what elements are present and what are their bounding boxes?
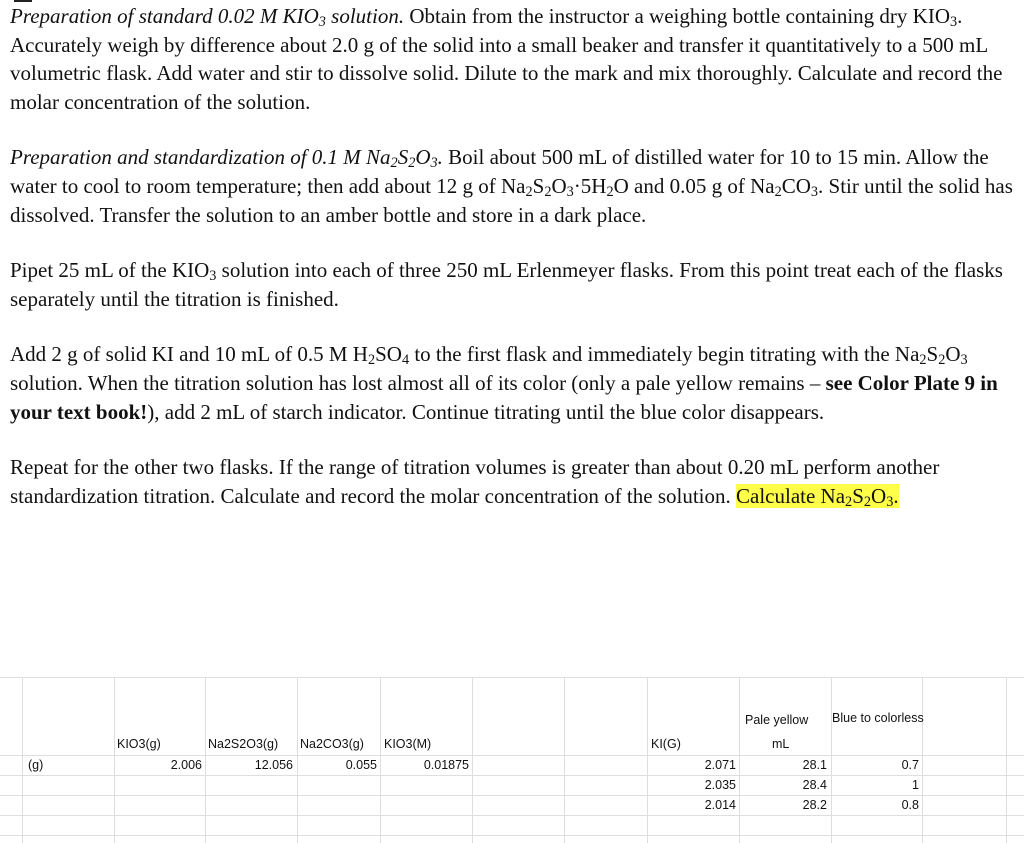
data-spreadsheet — [0, 677, 1024, 843]
header-blue-to-colorless[interactable]: Blue to colorless — [832, 711, 924, 725]
grid-line — [0, 795, 1024, 796]
grid-line — [0, 755, 1024, 756]
cell-ki-trial-3[interactable]: 2.014 — [704, 798, 736, 812]
paragraph-titration: Add 2 g of solid KI and 10 mL of 0.5 M $H_2SO_4$ to the first flask and immediately begin titrating with the $Na_2S_2O_3$ solution. When the titration solution has lost almost all of its color (only a pale yellow remains – see Color Plate 9 in your text book!), add 2 mL of starch indicator. Continue titrating until the blue color disappears. — [10, 342, 998, 424]
grid-line — [922, 677, 923, 843]
cell-pale-trial-1[interactable]: 28.1 — [802, 758, 827, 772]
grid-line — [0, 775, 1024, 776]
color-plate-note: see Color Plate 9 in your text book! — [10, 370, 998, 424]
header-kio3-g[interactable]: KIO3(g) — [117, 737, 161, 751]
cell-ki-trial-2[interactable]: 2.035 — [704, 778, 736, 792]
cell-pale-trial-3[interactable]: 28.2 — [802, 798, 827, 812]
highlighted-instruction: Calculate $Na_2S_2O_3$. — [736, 483, 899, 510]
row-label-g[interactable]: (g) — [28, 758, 44, 772]
cell-kio3-g[interactable]: 2.006 — [170, 758, 202, 772]
cell-ki-trial-1[interactable]: 2.071 — [704, 758, 736, 772]
grid-line — [0, 835, 1024, 836]
header-ki-g[interactable]: KI(G) — [651, 737, 681, 751]
paragraph-repeat: Repeat for the other two flasks. If the range of titration volumes is greater than about 0.20 mL perform another standardization titration. Calculate and record the molar concentration of the solution. Calculate $Na_2S_2O_3$. — [10, 455, 940, 510]
paragraph-kio3-preparation: Preparation of standard 0.02 M $KIO_3$ solution. Obtain from the instructor a weighing bottle containing dry $KIO_3$. Accurately weigh by difference about 2.0 g of the solid into a small beaker and transfer it quantitatively to a 500 mL volumetric flask. Add water and stir to dissolve solid. Dilute to the mark and mix thoroughly. Calculate and record the molar concentration of the solution. — [10, 4, 1003, 114]
paragraph-pipet: Pipet 25 mL of the $KIO_3$ solution into each of three 250 mL Erlenmeyer flasks. From this point treat each of the flasks separately until the titration is finished. — [10, 258, 1003, 311]
header-kio3-m[interactable]: KIO3(M) — [384, 737, 432, 751]
grid-line — [0, 815, 1024, 816]
grid-line — [472, 677, 473, 843]
cell-blue-trial-3[interactable]: 0.8 — [901, 798, 919, 812]
document-body — [10, 2, 1014, 537]
grid-line — [22, 677, 23, 843]
cell-kio3-m[interactable]: 0.01875 — [423, 758, 469, 772]
cell-blue-trial-2[interactable]: 1 — [912, 778, 919, 792]
header-ml[interactable]: mL — [772, 737, 790, 751]
paragraph-thiosulfate-preparation: Preparation and standardization of 0.1 M $Na_2S_2O_3$. Boil about 500 mL of distilled water for 10 to 15 min. Allow the water to cool to room temperature; then add about 12 g of $Na_2S_2O_3\cdot 5H_2O$ and 0.05 g of $Na_2CO_3$. Stir until the solid has dissolved. Transfer the solution to an amber bottle and store in a dark place. — [10, 145, 1013, 227]
cell-blue-trial-1[interactable]: 0.7 — [901, 758, 919, 772]
header-na2s2o3-g[interactable]: Na2S2O3(g) — [208, 737, 279, 751]
grid-line — [0, 677, 1024, 678]
grid-line — [1006, 677, 1007, 843]
cell-na2s2o3-g[interactable]: 12.056 — [254, 758, 293, 772]
heading-kio3: Preparation of standard 0.02 M $KIO_3$ solution. — [10, 4, 405, 31]
header-pale-yellow[interactable]: Pale yellow — [745, 713, 809, 727]
heading-thiosulfate: Preparation and standardization of 0.1 M $Na_2S_2O_3$. — [10, 145, 443, 172]
grid-line — [564, 677, 565, 843]
header-na2co3-g[interactable]: Na2CO3(g) — [300, 737, 364, 751]
cell-na2co3-g[interactable]: 0.055 — [345, 758, 377, 772]
cell-pale-trial-2[interactable]: 28.4 — [802, 778, 827, 792]
